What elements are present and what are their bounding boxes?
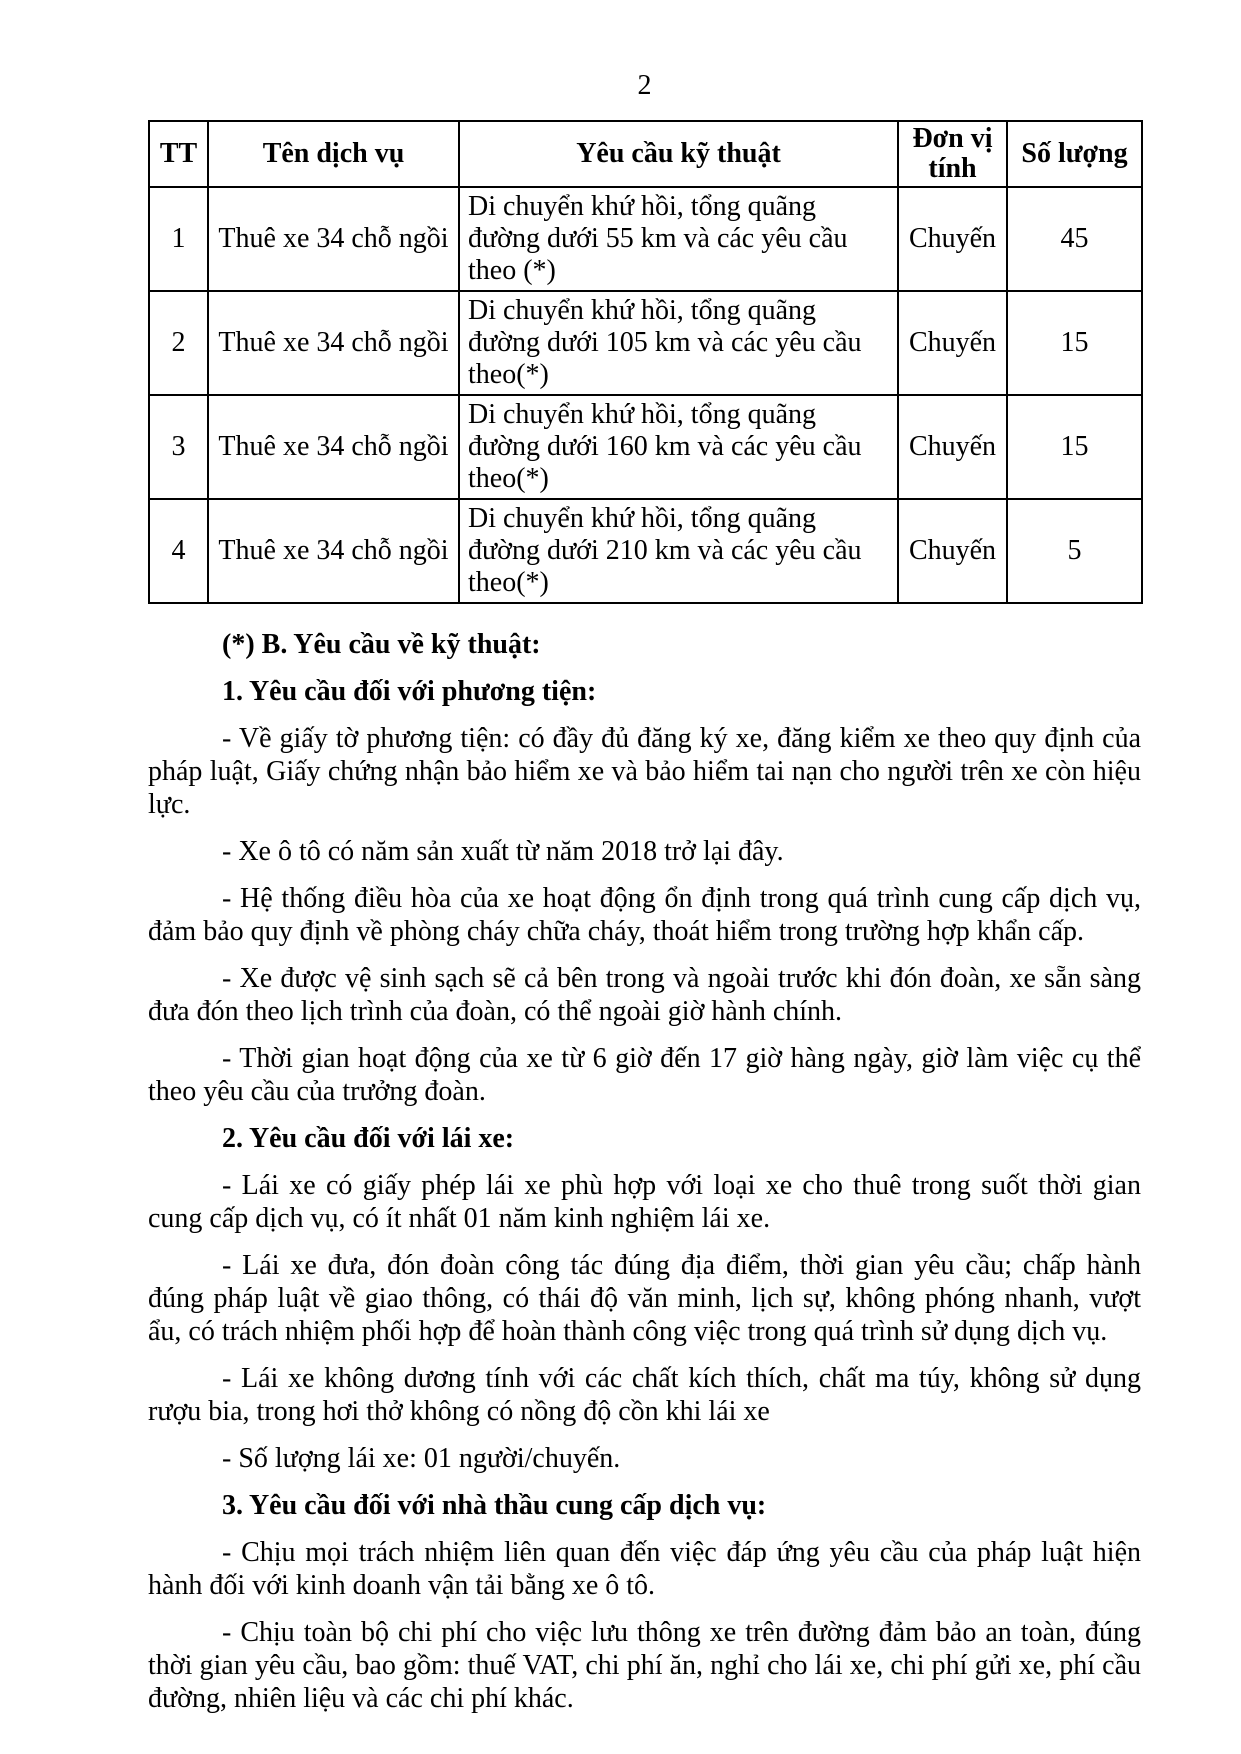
cell-service: Thuê xe 34 chỗ ngồi: [208, 187, 459, 291]
cell-spec: Di chuyển khứ hồi, tổng quãng đường dưới 105 km và các yêu cầu theo(*): [459, 291, 898, 395]
header-cell-tt: TT: [149, 121, 208, 187]
document-body: [148, 628, 1141, 1715]
table-row: [149, 291, 1142, 395]
table-row: [149, 187, 1142, 291]
cell-service: Thuê xe 34 chỗ ngồi: [208, 291, 459, 395]
cell-tt: 2: [149, 291, 208, 395]
cell-unit: Chuyến: [898, 499, 1007, 603]
cell-spec: Di chuyển khứ hồi, tổng quãng đường dưới 210 km và các yêu cầu theo(*): [459, 499, 898, 603]
services-table: [148, 120, 1143, 604]
cell-spec: Di chuyển khứ hồi, tổng quãng đường dưới 55 km và các yêu cầu theo (*): [459, 187, 898, 291]
table-header-row: [149, 121, 1142, 187]
table-row: [149, 499, 1142, 603]
body-paragraph: - Lái xe không dương tính với các chất kích thích, chất ma túy, không sử dụng rượu bia, trong hơi thở không có nồng độ cồn khi lái xe: [148, 1363, 1141, 1427]
cell-service: Thuê xe 34 chỗ ngồi: [208, 499, 459, 603]
cell-unit: Chuyến: [898, 291, 1007, 395]
cell-unit: Chuyến: [898, 395, 1007, 499]
body-paragraph: - Hệ thống điều hòa của xe hoạt động ổn định trong quá trình cung cấp dịch vụ, đảm bảo quy định về phòng cháy chữa cháy, thoát hiểm trong trường hợp khẩn cấp.: [148, 883, 1141, 947]
section3-title: 3. Yêu cầu đối với nhà thầu cung cấp dịch vụ:: [222, 1490, 767, 1521]
body-paragraph: - Số lượng lái xe: 01 người/chuyến.: [222, 1443, 621, 1474]
cell-unit: Chuyến: [898, 187, 1007, 291]
header-cell-service: Tên dịch vụ: [208, 121, 459, 187]
body-paragraph: - Thời gian hoạt động của xe từ 6 giờ đến 17 giờ hàng ngày, giờ làm việc cụ thể theo yêu cầu của trưởng đoàn.: [148, 1043, 1141, 1107]
cell-qty: 45: [1007, 187, 1142, 291]
cell-qty: 15: [1007, 291, 1142, 395]
header-cell-unit: Đơn vị tính: [898, 121, 1007, 187]
body-paragraph: - Lái xe có giấy phép lái xe phù hợp với loại xe cho thuê trong suốt thời gian cung cấp dịch vụ, có ít nhất 01 năm kinh nghiệm lái xe.: [148, 1170, 1141, 1234]
cell-tt: 4: [149, 499, 208, 603]
body-paragraph: - Xe ô tô có năm sản xuất từ năm 2018 trở lại đây.: [222, 836, 784, 867]
cell-tt: 3: [149, 395, 208, 499]
cell-spec: Di chuyển khứ hồi, tổng quãng đường dưới 160 km và các yêu cầu theo(*): [459, 395, 898, 499]
header-cell-spec: Yêu cầu kỹ thuật: [459, 121, 898, 187]
table-row: [149, 395, 1142, 499]
cell-qty: 15: [1007, 395, 1142, 499]
body-paragraph: - Chịu mọi trách nhiệm liên quan đến việc đáp ứng yêu cầu của pháp luật hiện hành đối với kinh doanh vận tải bằng xe ô tô.: [148, 1537, 1141, 1601]
page-number: 2: [637, 70, 652, 101]
section1-title: 1. Yêu cầu đối với phương tiện:: [222, 676, 597, 707]
cell-tt: 1: [149, 187, 208, 291]
header-cell-qty: Số lượng: [1007, 121, 1142, 187]
body-paragraph: - Chịu toàn bộ chi phí cho việc lưu thông xe trên đường đảm bảo an toàn, đúng thời gian yêu cầu, bao gồm: thuế VAT, chi phí ăn, nghỉ cho lái xe, chi phí gửi xe, phí cầu đường, nhiên liệu và các chi phí khác.: [148, 1617, 1141, 1714]
body-paragraph: - Về giấy tờ phương tiện: có đầy đủ đăng ký xe, đăng kiểm xe theo quy định của pháp luật, Giấy chứng nhận bảo hiểm xe và bảo hiểm tai nạn cho người trên xe còn hiệu lực.: [148, 723, 1141, 820]
cell-qty: 5: [1007, 499, 1142, 603]
cell-service: Thuê xe 34 chỗ ngồi: [208, 395, 459, 499]
body-paragraph: - Xe được vệ sinh sạch sẽ cả bên trong và ngoài trước khi đón đoàn, xe sẵn sàng đưa đón theo lịch trình của đoàn, có thể ngoài giờ hành chính.: [148, 963, 1141, 1027]
section2-title: 2. Yêu cầu đối với lái xe:: [222, 1123, 515, 1154]
note-heading: (*) B. Yêu cầu về kỹ thuật:: [222, 629, 541, 660]
body-paragraph: - Lái xe đưa, đón đoàn công tác đúng địa điểm, thời gian yêu cầu; chấp hành đúng pháp luật về giao thông, có thái độ văn minh, lịch sự, không phóng nhanh, vượt ẩu, có trách nhiệm phối hợp để hoàn thành công việc trong quá trình sử dụng dịch vụ.: [148, 1250, 1141, 1347]
